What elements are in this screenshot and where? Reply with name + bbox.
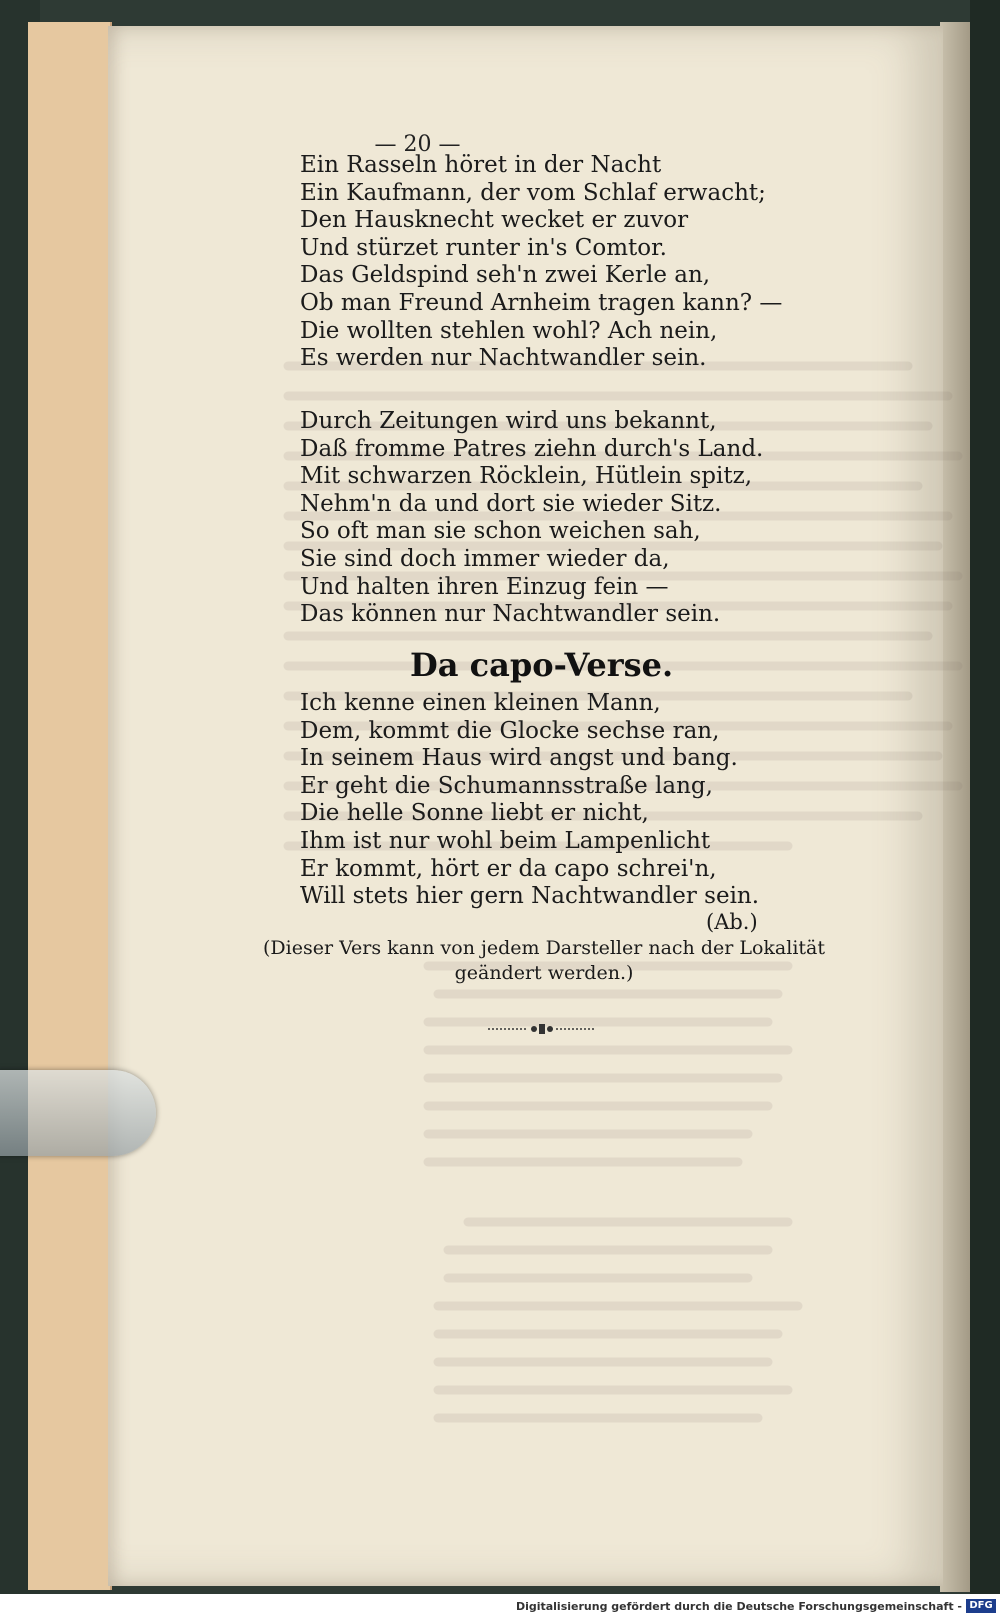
book-cover-edge — [28, 22, 112, 1590]
stanza-2 — [300, 408, 763, 629]
verse-line: Durch Zeitungen wird uns bekannt, — [300, 408, 717, 434]
dfg-logo: DFG — [966, 1599, 996, 1613]
verse-line: Dem, kommt die Glocke sechse ran, — [300, 717, 720, 744]
page-number: — 20 — — [374, 132, 461, 157]
verse-line: Ein Kaufmann, der vom Schlaf erwacht; — [300, 179, 766, 206]
ornament-divider — [488, 1023, 596, 1035]
scan-background-right — [970, 0, 1000, 1616]
scanner-finger-clip — [0, 1070, 156, 1156]
section-heading: Da capo-Verse. — [410, 646, 674, 684]
verse-line: In seinem Haus wird angst und bang. — [300, 745, 738, 772]
verse-line: Will stets hier gern Nachtwandler sein. — [300, 883, 760, 910]
verse-line: Mit schwarzen Röcklein, Hütlein spitz, — [300, 463, 753, 490]
page-stack-edge — [940, 22, 970, 1592]
verse-line: Ich kenne einen kleinen Mann, — [300, 690, 661, 716]
verse-line: Es werden nur Nachtwandler sein. — [300, 345, 707, 372]
digitization-credit: Digitalisierung gefördert durch die Deutsche Forschungsgemeinschaft - — [515, 1600, 962, 1613]
verse-line: Und stürzet runter in's Comtor. — [300, 234, 667, 261]
verse-line: Nehm'n da und dort sie wieder Sitz. — [300, 490, 722, 517]
verse-line: Das können nur Nachtwandler sein. — [300, 601, 721, 628]
verse-line: Den Hausknecht wecket er zuvor — [300, 207, 689, 234]
author-signature: (Ab.) — [706, 910, 758, 934]
verse-line: Er geht die Schumannsstraße lang, — [300, 772, 713, 799]
footer-strip — [0, 1594, 1000, 1616]
verse-line: Ihm ist nur wohl beim Lampenlicht — [300, 827, 711, 854]
verse-line: Das Geldspind seh'n zwei Kerle an, — [300, 262, 711, 289]
verse-line: Daß fromme Patres ziehn durch's Land. — [300, 435, 764, 462]
verse-line: Ein Rasseln höret in der Nacht — [300, 152, 662, 178]
verse-line: Die wollten stehlen wohl? Ach nein, — [300, 317, 718, 344]
verse-line: Und halten ihren Einzug fein — — [300, 573, 669, 600]
verse-line: Die helle Sonne liebt er nicht, — [300, 800, 649, 827]
verse-line: Sie sind doch immer wieder da, — [300, 545, 670, 572]
stanza-1 — [300, 152, 782, 373]
verse-line: Ob man Freund Arnheim tragen kann? — — [300, 289, 783, 316]
footnote: (Dieser Vers kann von jedem Darsteller nach der Lokalität geändert werden.) — [262, 937, 826, 984]
stanza-3 — [300, 690, 759, 911]
verse-line: Er kommt, hört er da capo schrei'n, — [300, 855, 717, 882]
verse-line: So oft man sie schon weichen sah, — [300, 518, 701, 545]
